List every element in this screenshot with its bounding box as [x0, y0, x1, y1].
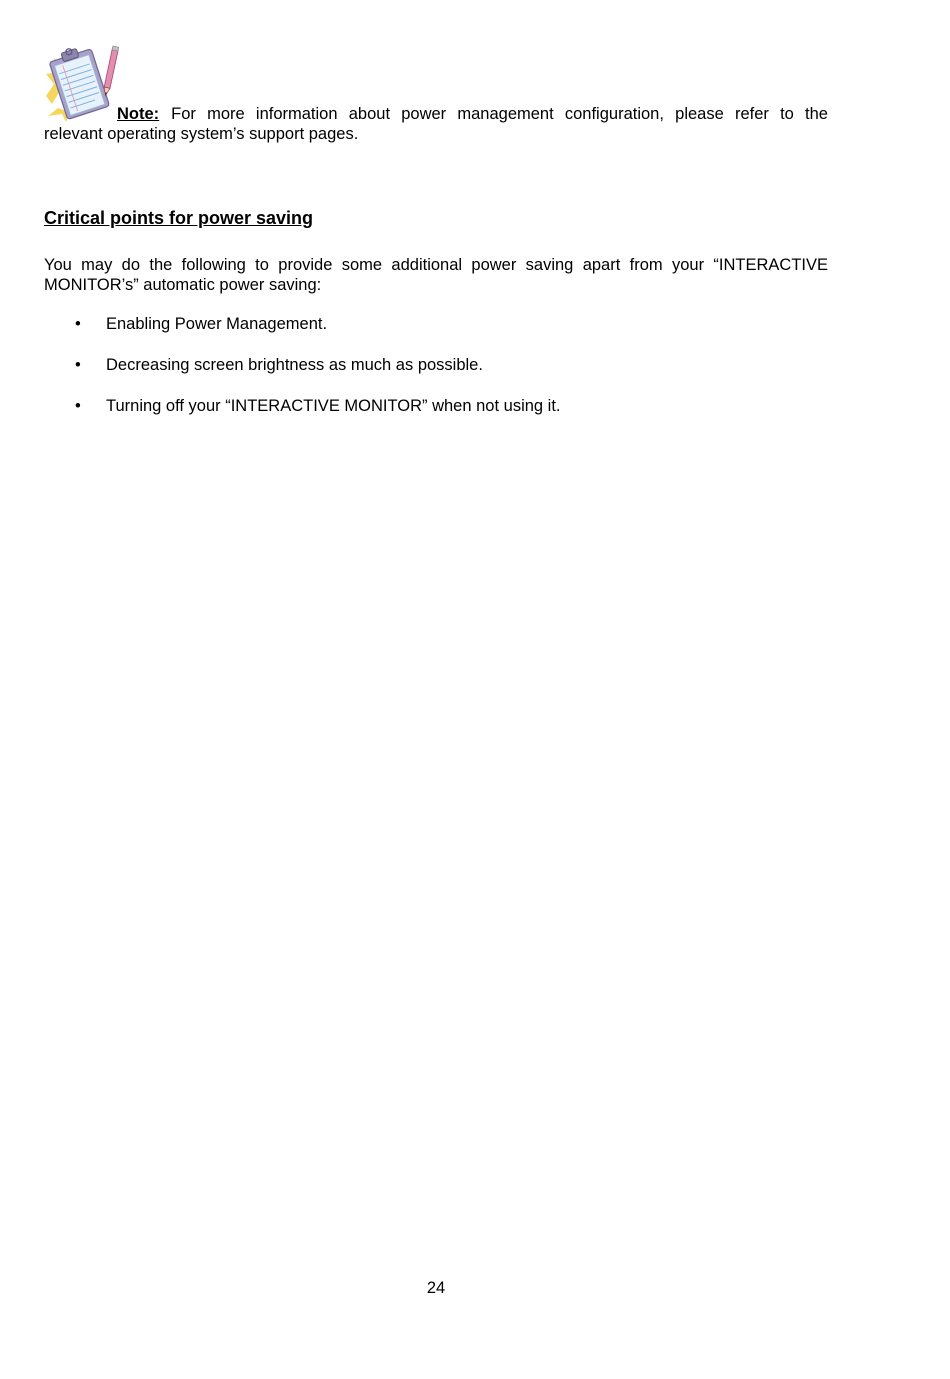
- note-text-line2: relevant operating system’s support pages.: [44, 125, 359, 143]
- list-item-text: Decreasing screen brightness as much as possible.: [106, 356, 483, 374]
- note-block: [44, 104, 828, 144]
- intro-paragraph: [44, 255, 828, 295]
- bullet-icon: •: [75, 397, 81, 415]
- section-heading: Critical points for power saving: [44, 208, 314, 228]
- note-label: Note:: [117, 105, 160, 123]
- power-saving-list: [44, 314, 561, 437]
- page-number: 24: [426, 1279, 446, 1297]
- bullet-icon: •: [75, 315, 81, 333]
- bullet-icon: •: [75, 356, 81, 374]
- list-item: [44, 314, 561, 334]
- note-first-line: [44, 104, 828, 124]
- list-item-text: Turning off your “INTERACTIVE MONITOR” when not using it.: [106, 397, 561, 415]
- note-text-line1: For more information about power management configuration, please refer to the: [171, 105, 828, 123]
- list-item: [44, 396, 561, 416]
- list-item-text: Enabling Power Management.: [106, 315, 328, 333]
- list-item: [44, 355, 561, 375]
- intro-line1: You may do the following to provide some additional power saving apart from your “INTERACTIVE: [44, 256, 828, 274]
- intro-line2: MONITOR’s” automatic power saving:: [44, 276, 322, 294]
